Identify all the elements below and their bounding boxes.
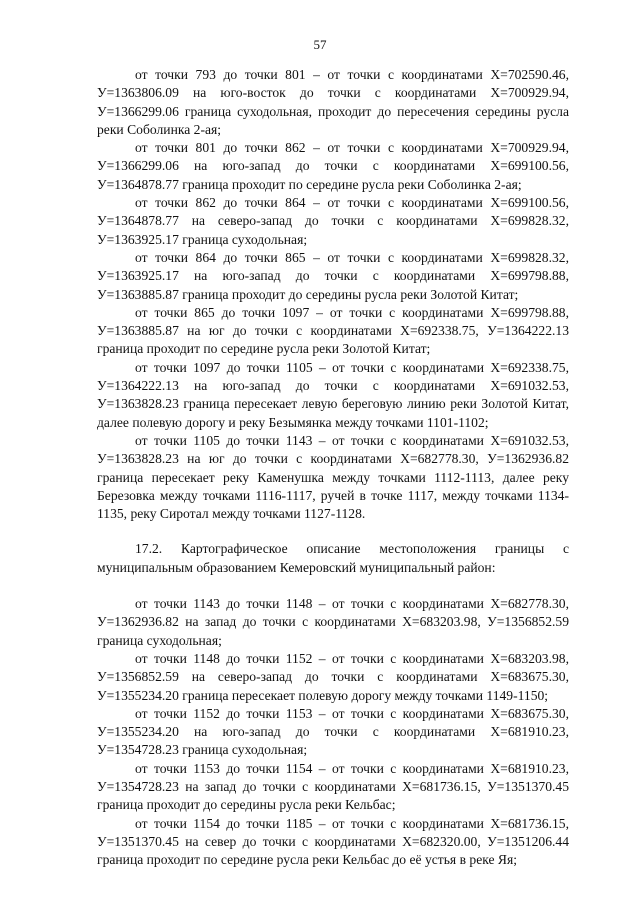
paragraph-801-862: от точки 801 до точки 862 – от точки с координатами Х=700929.94, У=1366299.06 на юго-запад до точки с координатами Х=699100.56, У=1364878.77 граница проходит по середине русла реки Соболинка 2-ая; [97,140,569,192]
paragraph-1153-1154: от точки 1153 до точки 1154 – от точки с координатами Х=681910.23, У=1354728.23 на запад до точки с координатами Х=681736.15, У=1351370.45 граница проходит до середины русла реки Кельбас; [97,760,569,813]
paragraph-1154-1185: от точки 1154 до точки 1185 – от точки с координатами Х=681736.15, У=1351370.45 на север до точки с координатами Х=682320.00, У=1351206.44 граница проходит по середине русла реки Кельбас до её устья в реке Яя; [97,815,569,868]
paragraph-1105-1143: от точки 1105 до точки 1143 – от точки с координатами Х=691032.53, У=1363828.23 на юг до точки с координатами Х=682778.30, У=1362936.82 граница пересекает реку Каменушка между точками 1112-1113, далее реку Березовка между точками 1116-1117, ручей в точке 1117, между точками 1134-1135, реку Сиротал между точками 1127-1128. [97,432,569,522]
paragraph-793-801: от точки 793 до точки 801 – от точки с координатами Х=702590.46, У=1363806.09 на юго-восток до точки с координатами Х=700929.94, У=1366299.06 граница суходольная, проходит до пересечения середины русла реки Соболинка 2-ая; [97,67,569,137]
section-spacer [97,523,569,540]
document-body [97,66,569,869]
paragraph-862-864: от точки 862 до точки 864 – от точки с координатами Х=699100.56, У=1364878.77 на северо-запад до точки с координатами Х=699828.32, У=1363925.17 граница суходольная; [97,195,569,247]
page-number: 57 [313,37,327,52]
paragraph-1143-1148: от точки 1143 до точки 1148 – от точки с координатами Х=682778.30, У=1362936.82 на запад до точки с координатами Х=683203.98, У=1356852.59 граница суходольная; [97,596,569,648]
paragraph-865-1097: от точки 865 до точки 1097 – от точки с координатами Х=699798.88, У=1363885.87 на юг до точки с координатами Х=692338.75, У=1364222.13 граница проходит по середине русла реки Золотой Китат; [97,304,569,357]
paragraph-864-865: от точки 864 до точки 865 – от точки с координатами Х=699828.32, У=1363925.17 на юго-запад до точки с координатами Х=699798.88, У=1363885.87 граница проходит до середины русла реки Золотой Китат; [97,249,569,302]
paragraph-1152-1153: от точки 1152 до точки 1153 – от точки с координатами Х=683675.30, У=1355234.20 на юго-запад до точки с координатами Х=681910.23, У=1354728.23 граница суходольная; [97,705,569,758]
paragraph-1097-1105: от точки 1097 до точки 1105 – от точки с координатами Х=692338.75, У=1364222.13 на юго-запад до точки с координатами Х=691032.53, У=1363828.23 граница пересекает левую береговую линию реки Золотой Китат, далее полевую дорогу и реку Безымянка между точками 1101-1102; [97,359,569,430]
heading-spacer [97,577,569,595]
section-heading: 17.2. Картографическое описание местоположения границы с муниципальным образованием Кемеровский муниципальный район: [97,541,569,575]
paragraph-1148-1152: от точки 1148 до точки 1152 – от точки с координатами Х=683203.98, У=1356852.59 на северо-запад до точки с координатами Х=683675.30, У=1355234.20 граница пересекает полевую дорогу между точками 1149-1150; [97,650,569,703]
